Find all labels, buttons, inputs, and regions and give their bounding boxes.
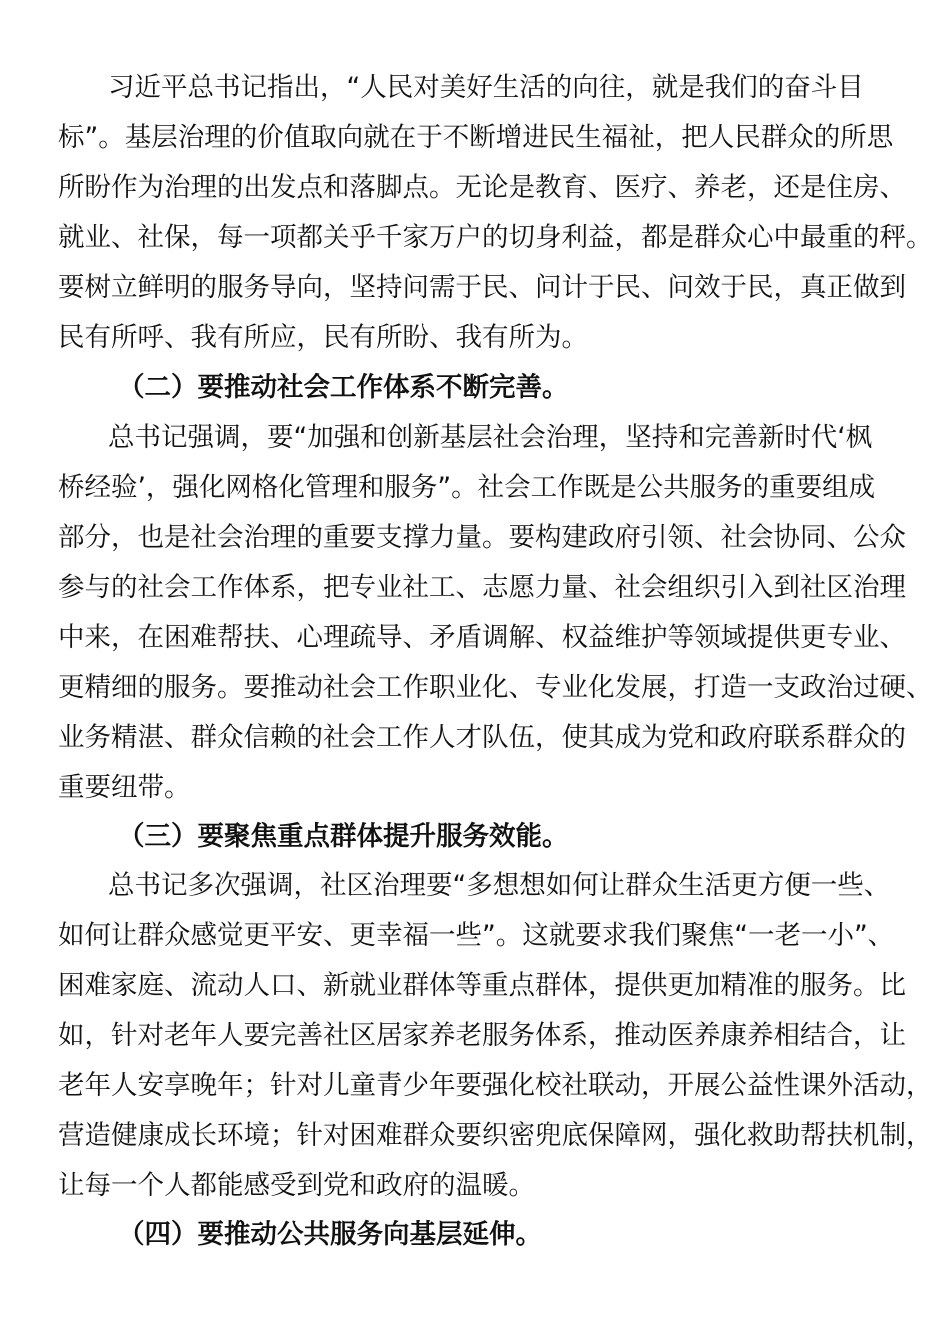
paragraph-1-line-2: 标”。基层治理的价值取向就在于不断增进民生福祉，把人民群众的所思 — [58, 122, 894, 153]
paragraph-2-line-1: 总书记强调，要“加强和创新基层社会治理，坚持和完善新时代‘枫 — [108, 422, 873, 453]
paragraph-2-line-7: 业务精湛、群众信赖的社会工作人才队伍，使其成为党和政府联系群众的 — [58, 722, 906, 753]
paragraph-3-line-3: 困难家庭、流动人口、新就业群体等重点群体，提供更加精准的服务。比 — [58, 970, 906, 1001]
paragraph-3-line-6: 营造健康成长环境；针对困难群众要织密兜底保障网，强化救助帮扶机制， — [58, 1120, 933, 1151]
paragraph-1-line-4: 就业、社保，每一项都关乎千家万户的切身利益，都是群众心中最重的秤。 — [58, 222, 933, 253]
paragraph-2-line-3: 部分，也是社会治理的重要支撑力量。要构建政府引领、社会协同、公众 — [58, 522, 906, 553]
paragraph-2-line-5: 中来，在困难帮扶、心理疏导、矛盾调解、权益维护等领域提供更专业、 — [58, 622, 906, 653]
paragraph-3-line-7: 让每一个人都能感受到党和政府的温暖。 — [58, 1170, 535, 1201]
section-heading-3: （三）要聚焦重点群体提升服务效能。 — [118, 821, 569, 852]
paragraph-1-line-5: 要树立鲜明的服务导向，坚持问需于民、问计于民、问效于民，真正做到 — [58, 272, 906, 303]
section-heading-4: （四）要推动公共服务向基层延伸。 — [118, 1219, 542, 1250]
paragraph-3-line-5: 老年人安享晚年；针对儿童青少年要强化校社联动，开展公益性课外活动， — [58, 1070, 933, 1101]
paragraph-2-line-4: 参与的社会工作体系，把专业社工、志愿力量、社会组织引入到社区治理 — [58, 572, 906, 603]
paragraph-3-line-2: 如何让群众感觉更平安、更幸福一些”。这就要求我们聚焦“一老一小”、 — [58, 920, 895, 951]
paragraph-1-line-1: 习近平总书记指出，“人民对美好生活的向往，就是我们的奋斗目 — [108, 72, 864, 103]
section-heading-2: （二）要推动社会工作体系不断完善。 — [118, 372, 569, 403]
paragraph-2-line-6: 更精细的服务。要推动社会工作职业化、专业化发展，打造一支政治过硬、 — [58, 672, 933, 703]
paragraph-3-line-1: 总书记多次强调，社区治理要“多想想如何让群众生活更方便一些、 — [108, 870, 891, 901]
paragraph-2-line-2: 桥经验’，强化网格化管理和服务”。社会工作既是公共服务的重要组成 — [58, 472, 876, 503]
paragraph-1-line-6: 民有所呼、我有所应，民有所盼、我有所为。 — [58, 322, 588, 353]
paragraph-1-line-3: 所盼作为治理的出发点和落脚点。无论是教育、医疗、养老，还是住房、 — [58, 172, 906, 203]
paragraph-3-line-4: 如，针对老年人要完善社区居家养老服务体系，推动医养康养相结合，让 — [58, 1020, 906, 1051]
paragraph-2-line-8: 重要纽带。 — [58, 772, 191, 803]
